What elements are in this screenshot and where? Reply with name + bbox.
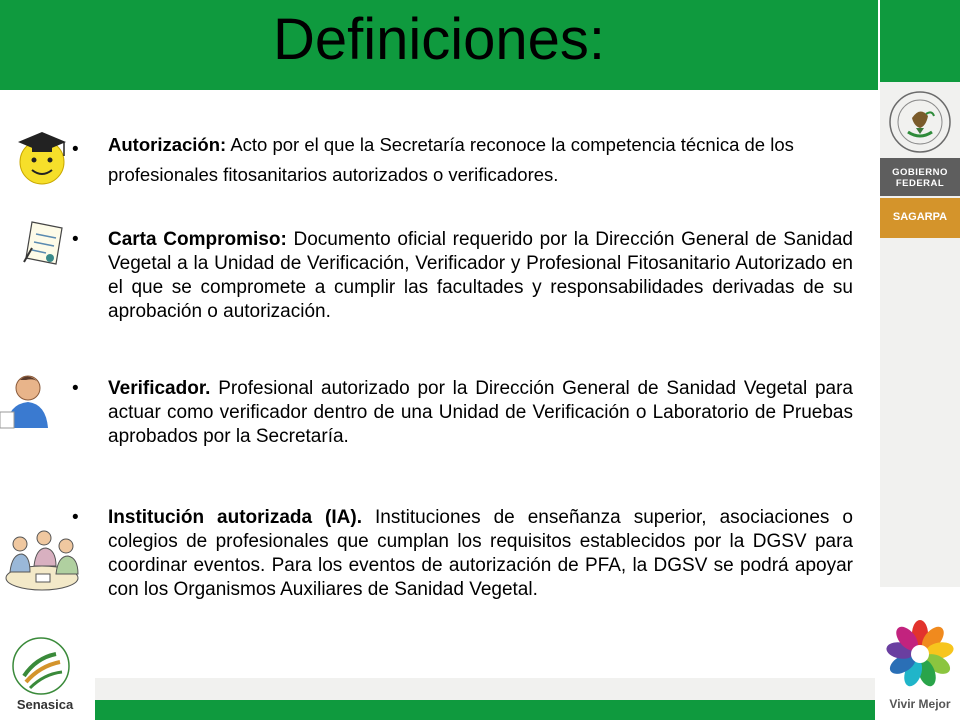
- sagarpa-badge: SAGARPA: [880, 198, 960, 238]
- certificate-icon: [18, 218, 70, 270]
- bullet-marker: •: [72, 507, 79, 528]
- vivir-mejor-flower-icon: [886, 618, 954, 690]
- footer-bar: [95, 678, 875, 720]
- senasica-label: Senasica: [16, 697, 74, 712]
- definition-carta-compromiso: [108, 228, 853, 324]
- page-title: Definiciones:: [272, 7, 606, 72]
- definition-term: Autorización:: [108, 134, 227, 155]
- graduate-smiley-icon: [14, 126, 70, 188]
- sidebar-green-top: [880, 0, 960, 82]
- bullet-marker: •: [72, 229, 79, 250]
- definition-term: Verificador.: [108, 378, 211, 399]
- definition-term: Carta Compromiso:: [108, 229, 287, 250]
- person-icon: [0, 372, 50, 430]
- definition-body: Instituciones de enseñanza superior, asociaciones o colegios de profesionales que cumplan los requisitos establecidos por la DGSV para coordinar eventos. Para los eventos de autorización de PFA, la DGSV se podrá apoyar con los Organismos Auxiliares de Sanidad Vegetal.: [108, 507, 853, 600]
- bullet-marker: •: [72, 139, 79, 160]
- gobierno-federal-badge: [880, 158, 960, 196]
- definition-autorizacion: [108, 130, 858, 190]
- definition-term: Institución autorizada (IA).: [108, 507, 362, 528]
- gobierno-line: GOBIERNO: [892, 167, 948, 178]
- federal-line: FEDERAL: [895, 178, 945, 189]
- definition-body: Documento oficial requerido por la Dirección General de Sanidad Vegetal a la Unidad de Verificación, Verificador y Profesional Fitosanitario Autorizado en el que se compromete a cumplir las facultades y responsabilidades derivadas de su aprobación o autorización.: [108, 229, 853, 322]
- definition-verificador: [108, 377, 853, 449]
- senasica-logo-icon: [6, 630, 76, 696]
- bullet-marker: •: [72, 378, 79, 399]
- mexican-seal-icon: [886, 88, 954, 156]
- branding-sidebar: [880, 0, 960, 720]
- footer-green-stripe: [95, 700, 875, 720]
- definition-body: Acto por el que la Secretaría reconoce la competencia técnica de los profesionales fitosanitarios autorizados o verificadores.: [108, 134, 794, 185]
- definition-institucion-autorizada: [108, 506, 853, 602]
- definition-body: Profesional autorizado por la Dirección General de Sanidad Vegetal para actuar como verificador dentro de una Unidad de Verificación o Laboratorio de Pruebas aprobados por la Secretaría.: [108, 378, 853, 447]
- vivir-mejor-label: Vivir Mejor: [889, 697, 951, 711]
